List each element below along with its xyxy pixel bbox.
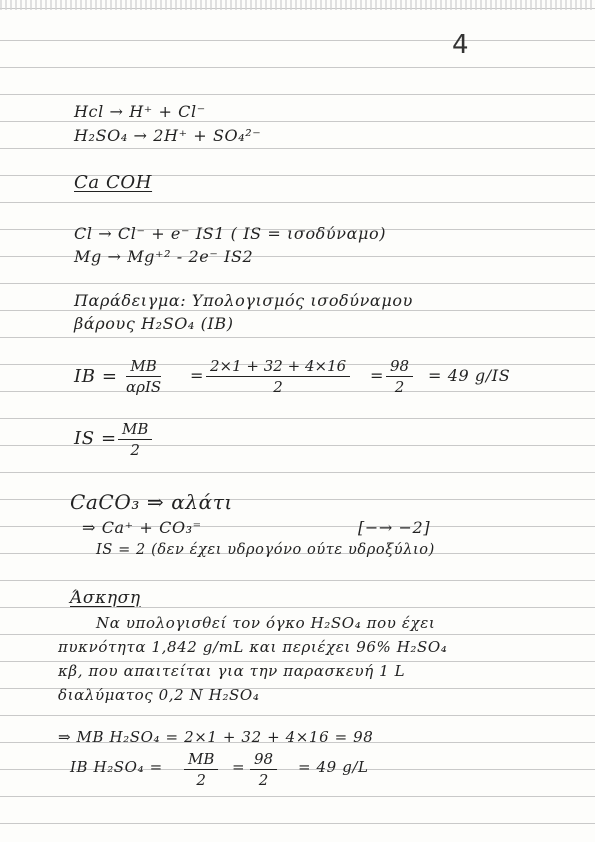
- example-heading-2: βάρους H₂SO₄ (IB): [74, 314, 234, 333]
- charge-note: [−→ −2]: [358, 518, 431, 537]
- mg-ionization: Mg → Mg⁺² - 2e⁻ IS2: [74, 247, 254, 266]
- mb-line: ⇒ MB H₂SO₄ = 2×1 + 32 + 4×16 = 98: [58, 728, 374, 746]
- exercise-line-3: κβ, που απαιτείται για την παρασκευή 1 L: [58, 662, 406, 680]
- is2-note: IS = 2 (δεν έχει υδρογόνο ούτε υδροξύλιο): [96, 542, 435, 558]
- page-top-edge: [0, 0, 595, 10]
- page-number: 4: [452, 30, 469, 60]
- ex-fraction-1-den: 2: [196, 771, 206, 789]
- ib-eq-1: =: [190, 366, 205, 385]
- ex-fraction-1-num: MB: [184, 750, 218, 770]
- cl-ionization: Cl → Cl⁻ + e⁻ IS1 ( IS = ισοδύναμο): [74, 224, 387, 243]
- exercise-line-2: πυκνότητα 1,842 g/mL και περιέχει 96% H₂SO₄: [58, 638, 448, 656]
- exercise-title: Άσκηση: [70, 588, 141, 608]
- ib-fraction-1-num: MB: [126, 357, 161, 377]
- ib-fraction-1: [126, 357, 161, 396]
- ex-fraction-2-num: 98: [250, 750, 277, 770]
- ib-fraction-2-num: 2×1 + 32 + 4×16: [206, 357, 350, 377]
- ib-fraction-3-num: 98: [386, 357, 413, 377]
- ib-line-result: = 49 g/L: [298, 758, 369, 776]
- example-heading: Παράδειγμα: Υπολογισμός ισοδύναμου: [74, 291, 413, 310]
- ions-line: ⇒ Ca⁺ + CO₃⁼: [82, 518, 202, 537]
- ib-fraction-3: [386, 357, 413, 396]
- ib-fraction-2: [206, 357, 350, 396]
- ex-fraction-2: [250, 750, 277, 789]
- ib-eq-2: =: [370, 366, 385, 385]
- is-fraction-num: MB: [118, 420, 152, 440]
- ib-fraction-3-den: 2: [394, 378, 405, 396]
- ex-fraction-1: [184, 750, 218, 789]
- hcl-dissociation: Hcl → H⁺ + Cl⁻: [74, 102, 206, 121]
- cacoh-line: Ca COH: [74, 172, 153, 193]
- h2so4-dissociation: H₂SO₄ → 2H⁺ + SO₄²⁻: [74, 126, 262, 145]
- is-label: IS =: [74, 428, 117, 449]
- ib-line-eq1: =: [232, 758, 246, 776]
- ib-fraction-1-den: αρIS: [126, 378, 162, 396]
- exercise-line-4: διαλύματος 0,2 N H₂SO₄: [58, 686, 260, 704]
- ib-label: IB =: [74, 366, 118, 387]
- ib-line-label: IB H₂SO₄ =: [70, 758, 163, 776]
- ib-fraction-2-den: 2: [273, 378, 283, 396]
- exercise-line-1: Να υπολογισθεί τον όγκο H₂SO₄ που έχει: [96, 614, 436, 632]
- ib-result: = 49 g/IS: [428, 366, 511, 385]
- is-fraction: [118, 420, 152, 459]
- is-fraction-den: 2: [130, 441, 140, 459]
- ex-fraction-2-den: 2: [258, 771, 269, 789]
- caco3-line: CaCO₃ ⇒ αλάτι: [70, 490, 233, 514]
